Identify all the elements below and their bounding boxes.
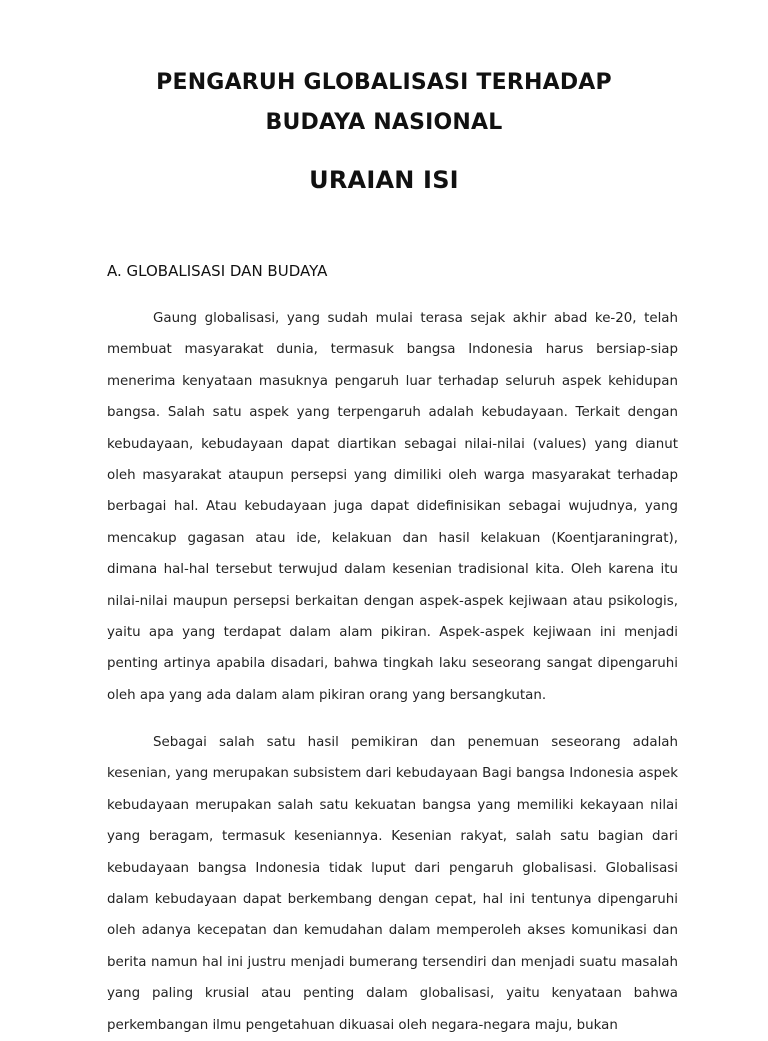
document-title-line-1: PENGARUH GLOBALISASI TERHADAP xyxy=(156,70,612,95)
document-title-line-2: BUDAYA NASIONAL xyxy=(265,110,503,135)
section-heading: A. GLOBALISASI DAN BUDAYA xyxy=(107,262,328,280)
document-subtitle: URAIAN ISI xyxy=(309,166,459,194)
body-paragraph-1: Gaung globalisasi, yang sudah mulai terasa sejak akhir abad ke-20, telah membuat masyarakat dunia, termasuk bangsa Indonesia harus bersiap-siap menerima kenyataan masuknya pengaruh luar terhadap seluruh aspek kehidupan bangsa. Salah satu aspek yang terpengaruh adalah kebudayaan. Terkait dengan kebudayaan, kebudayaan dapat diartikan sebagai nilai-nilai (values) yang dianut oleh masyarakat ataupun persepsi yang dimiliki oleh warga masyarakat terhadap berbagai hal. Atau kebudayaan juga dapat didefinisikan sebagai wujudnya, yang mencakup gagasan atau ide, kelakuan dan hasil kelakuan (Koentjaraningrat), dimana hal-hal tersebut terwujud dalam kesenian tradisional kita. Oleh karena itu nilai-nilai maupun persepsi berkaitan dengan aspek-aspek kejiwaan atau psikologis, yaitu apa yang terdapat dalam alam pikiran. Aspek-aspek kejiwaan ini menjadi penting artinya apabila disadari, bahwa tingkah laku seseorang sangat dipengaruhi oleh apa yang ada dalam alam pikiran orang yang bersangkutan. xyxy=(107,311,678,703)
body-paragraph-2: Sebagai salah satu hasil pemikiran dan penemuan seseorang adalah kesenian, yang merupakan subsistem dari kebudayaan Bagi bangsa Indonesia aspek kebudayaan merupakan salah satu kekuatan bangsa yang memiliki kekayaan nilai yang beragam, termasuk keseniannya. Kesenian rakyat, salah satu bagian dari kebudayaan bangsa Indonesia tidak luput dari pengaruh globalisasi. Globalisasi dalam kebudayaan dapat berkembang dengan cepat, hal ini tentunya dipengaruhi oleh adanya kecepatan dan kemudahan dalam memperoleh akses komunikasi dan berita namun hal ini justru menjadi bumerang tersendiri dan menjadi suatu masalah yang paling krusial atau penting dalam globalisasi, yaitu kenyataan bahwa perkembangan ilmu pengetahuan dikuasai oleh negara-negara maju, bukan xyxy=(107,735,678,1033)
